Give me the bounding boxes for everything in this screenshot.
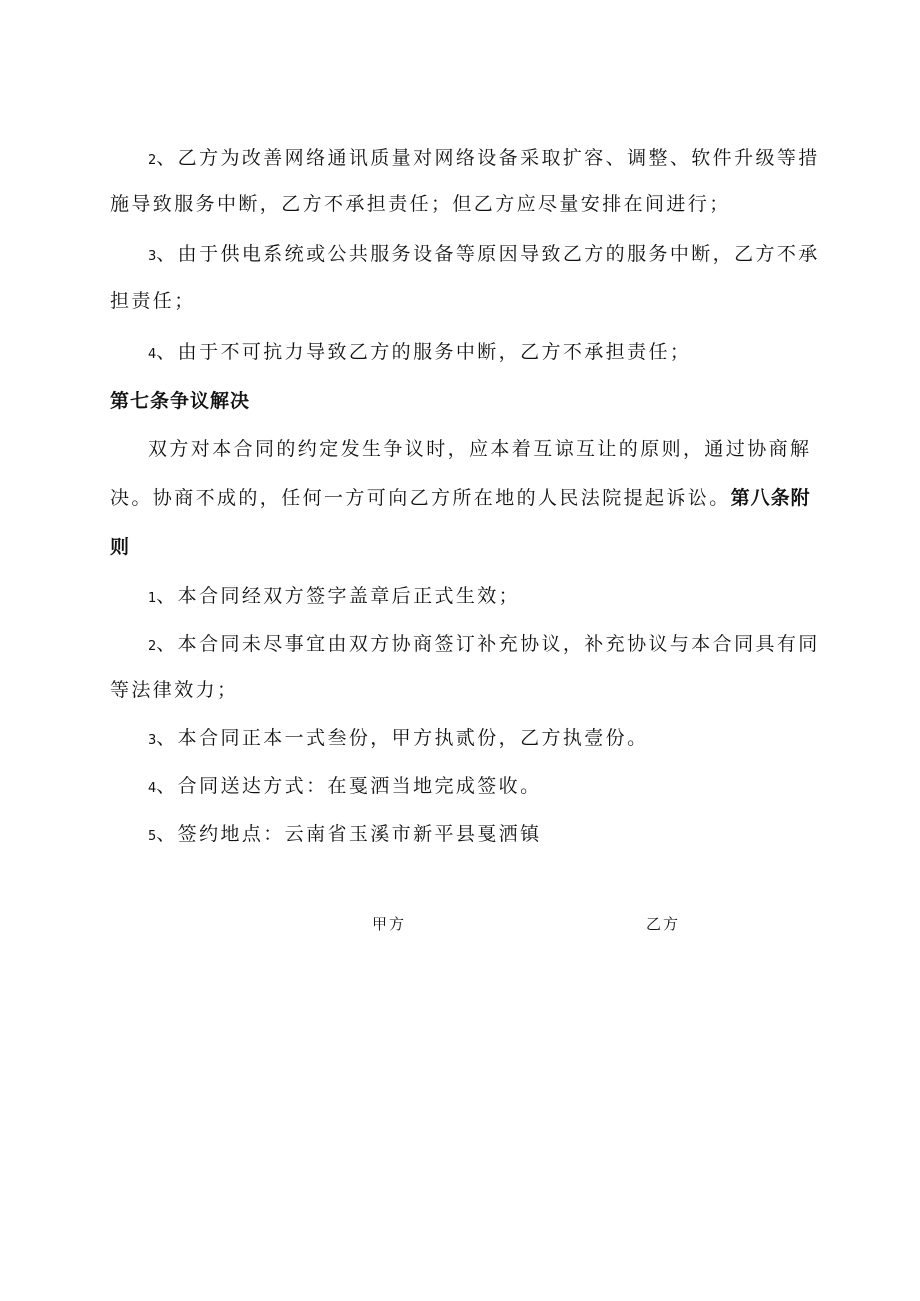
clause-number: 5	[148, 829, 157, 844]
clause-6-item-2-line-1	[148, 146, 820, 173]
clause-text: 、本合同经双方签字盖章后正式生效；	[156, 585, 521, 607]
clause-number: 2	[148, 153, 157, 168]
clause-text: 、签约地点：云南省玉溪市新平县戛洒镇	[156, 823, 542, 845]
article-7-paragraph-line-2	[110, 486, 811, 510]
clause-text: 、乙方为改善网络通讯质量对网络设备采取扩容、调整、软件升级等措	[156, 147, 820, 169]
clause-number: 1	[148, 591, 157, 606]
article-8-item-5	[148, 822, 541, 849]
clause-text: 、由于供电系统或公共服务设备等原因导致乙方的服务中断，乙方不承	[156, 243, 820, 265]
party-b-signature-label: 乙方	[646, 915, 681, 933]
clause-text: 、合同送达方式：在戛洒当地完成签收。	[156, 775, 542, 797]
article-8-item-3	[148, 726, 648, 753]
clause-text: 、本合同正本一式叁份，甲方执贰份，乙方执壹份。	[156, 727, 649, 749]
clause-6-item-4-line-1	[148, 340, 691, 367]
article-8-heading-part-2: 则	[110, 536, 131, 558]
clause-6-item-2-line-2: 施导致服务中断，乙方不承担责任；但乙方应尽量安排在间进行；	[110, 193, 731, 215]
party-a-signature-label: 甲方	[372, 915, 407, 933]
clause-number: 3	[148, 249, 157, 264]
clause-text: 、本合同未尽事宜由双方协商签订补充协议，补充协议与本合同具有同	[156, 633, 820, 655]
article-7-paragraph-line-1: 双方对本合同的约定发生争议时，应本着互谅互让的原则，通过协商解	[148, 438, 812, 460]
clause-6-item-3-line-1	[148, 242, 820, 269]
clause-number: 2	[148, 639, 157, 654]
article-7-paragraph-text: 决。协商不成的，任何一方可向乙方所在地的人民法院提起诉讼。	[110, 487, 731, 509]
article-8-item-2-line-1	[148, 632, 820, 659]
article-8-item-1	[148, 584, 520, 611]
clause-number: 4	[148, 781, 157, 796]
clause-number: 4	[148, 347, 157, 362]
article-7-heading: 第七条争议解决	[110, 390, 251, 412]
clause-text: 、由于不可抗力导致乙方的服务中断，乙方不承担责任；	[156, 341, 692, 363]
clause-number: 3	[148, 733, 157, 748]
article-8-item-2-line-2: 等法律效力；	[110, 679, 239, 701]
clause-6-item-3-line-2: 担责任；	[110, 290, 196, 312]
article-8-item-4	[148, 774, 541, 801]
article-8-heading-part-1: 第八条附	[730, 487, 811, 509]
